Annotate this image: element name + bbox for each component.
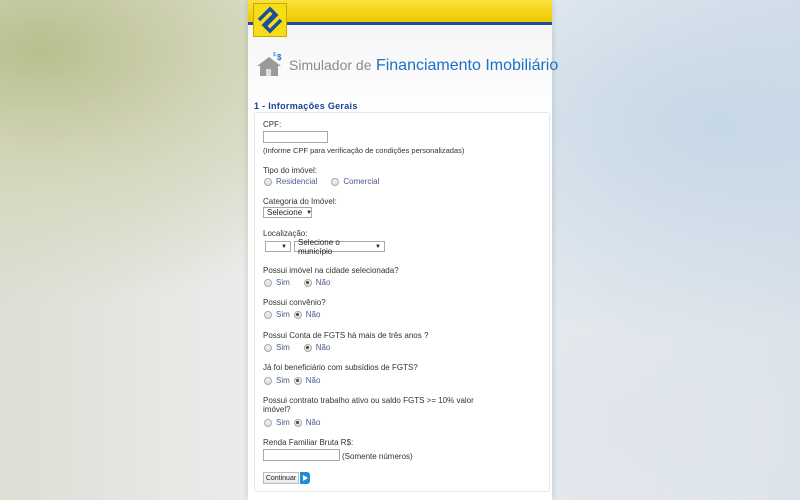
- categoria-select[interactable]: Selecione ▼: [263, 207, 312, 218]
- renda-label: Renda Familiar Bruta R$:: [263, 438, 354, 447]
- uf-select[interactable]: [265, 241, 291, 252]
- radio-nao[interactable]: [294, 419, 302, 427]
- localizacao-label: Localização:: [263, 229, 308, 238]
- question-radios: Sim Não: [264, 376, 320, 385]
- tipo-radios: Residencial Comercial: [264, 177, 379, 186]
- radio-comercial[interactable]: [331, 178, 339, 186]
- section-title: 1 - Informações Gerais: [254, 101, 358, 111]
- question-radios: Sim Não: [264, 343, 330, 352]
- question-radios: Sim Não: [264, 278, 330, 287]
- radio-sim[interactable]: [264, 419, 272, 427]
- radio-nao[interactable]: [304, 344, 312, 352]
- chevron-down-icon: ▼: [306, 209, 313, 216]
- question-label: Possui Conta de FGTS há mais de três anos ?: [263, 331, 429, 340]
- municipio-select[interactable]: Selecione o município ▼: [294, 241, 385, 252]
- chevron-down-icon: ▼: [375, 243, 381, 250]
- categoria-label: Categoria do Imóvel:: [263, 197, 337, 206]
- radio-sim[interactable]: [264, 279, 272, 287]
- radio-sim[interactable]: [264, 344, 272, 352]
- renda-input[interactable]: [263, 449, 340, 461]
- cpf-label: CPF:: [263, 120, 282, 129]
- chevron-down-icon: ▼: [281, 243, 287, 250]
- cpf-input[interactable]: [263, 131, 328, 143]
- radio-sim[interactable]: [264, 377, 272, 385]
- continue-button[interactable]: Continuar: [263, 472, 299, 484]
- question-label: Já foi beneficiário com subsídios de FGTS?: [263, 363, 418, 372]
- renda-hint: (Somente números): [342, 452, 413, 461]
- question-label: Possui contrato trabalho ativo ou saldo FGTS >= 10% valor: [263, 396, 474, 405]
- question-label: Possui convênio?: [263, 298, 326, 307]
- arrow-right-icon[interactable]: [300, 472, 310, 484]
- radio-nao[interactable]: [294, 377, 302, 385]
- radio-nao[interactable]: [304, 279, 312, 287]
- cpf-hint: (Informe CPF para verificação de condições personalizadas): [263, 146, 465, 155]
- page-title: Simulador de Financiamento Imobiliário: [289, 57, 559, 74]
- svg-text:$: $: [277, 53, 282, 62]
- svg-text:$: $: [273, 52, 276, 58]
- radio-sim[interactable]: [264, 311, 272, 319]
- question-radios: Sim Não: [264, 310, 320, 319]
- tipo-label: Tipo do imóvel:: [263, 166, 317, 175]
- radio-nao[interactable]: [294, 311, 302, 319]
- question-label-cont: imóvel?: [263, 405, 291, 414]
- question-radios: Sim Não: [264, 418, 320, 427]
- radio-residencial[interactable]: [264, 178, 272, 186]
- question-label: Possui imóvel na cidade selecionada?: [263, 266, 399, 275]
